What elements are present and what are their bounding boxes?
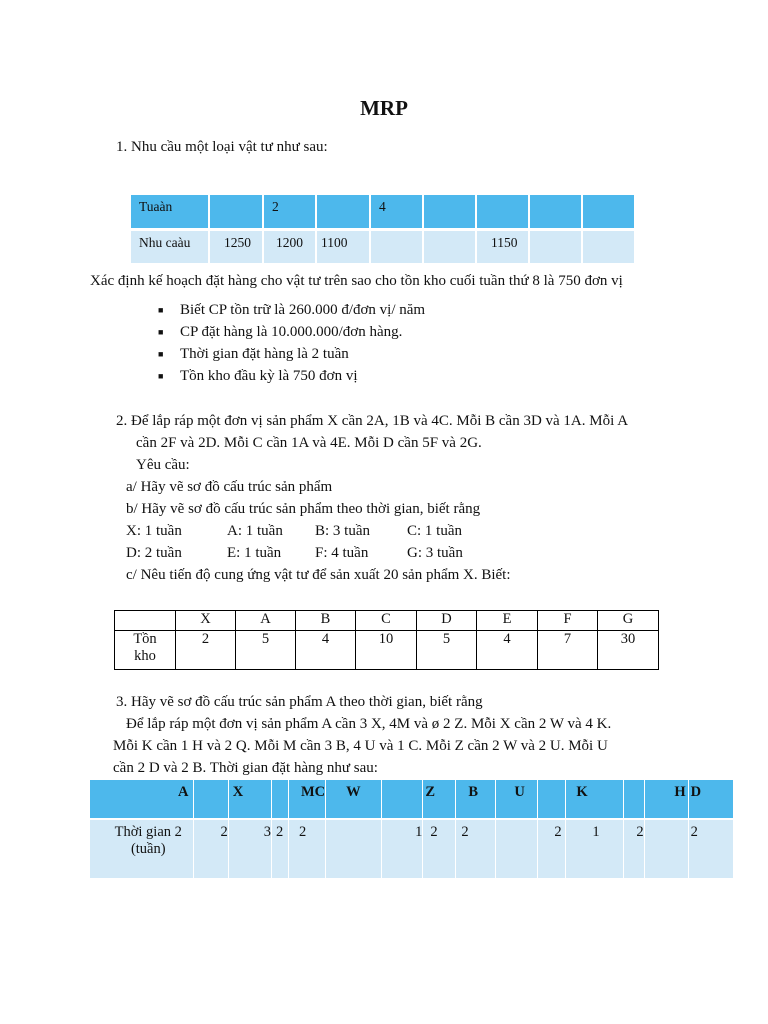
table-cell: [476, 195, 529, 229]
lead-time-item: X: 1 tuần: [126, 523, 182, 539]
table-header-cell: [624, 780, 644, 819]
q1-heading: 1. Nhu cầu một loại vật tư như sau:: [116, 139, 328, 155]
table-cell: 5: [417, 631, 477, 670]
table-header-cell: C: [356, 611, 417, 631]
table-cell: 4: [296, 631, 356, 670]
q3-line3: Mỗi K cần 1 H và 2 Q. Mỗi M cần 3 B, 4 U và 1 C. Mỗi Z cần 2 W và 2 U. Mỗi U: [113, 738, 608, 754]
table-header-cell: [382, 780, 423, 819]
table-cell: 4: [370, 195, 423, 229]
table-cell: [326, 819, 382, 878]
table-header-cell: [538, 780, 566, 819]
row-label-line: Tồn: [133, 631, 157, 647]
bullet-icon: ■: [158, 371, 164, 381]
row-label-line: Thời gian 2: [114, 824, 182, 840]
list-item-text: CP đặt hàng là 10.000.000/đơn hàng.: [180, 324, 403, 340]
table-cell: 5: [236, 631, 296, 670]
table-cell: Tuaàn: [131, 195, 209, 229]
table-cell: [316, 195, 370, 229]
lead-time-table-data-row: [90, 819, 733, 878]
table-cell: 2: [263, 195, 316, 229]
table-cell: [423, 229, 476, 263]
table-cell: [423, 195, 476, 229]
demand-table: [131, 195, 636, 263]
table-cell: 2: [624, 819, 644, 878]
table-cell: 1200: [263, 229, 316, 263]
table-cell: 1: [566, 819, 624, 878]
table-header-cell: [115, 611, 176, 631]
q2-line1: 2. Để lắp ráp một đơn vị sản phẩm X cần 2A, 1B và 4C. Mỗi B cần 3D và 1A. Mỗi A: [116, 413, 629, 429]
q2-requirement: Yêu cầu:: [136, 457, 190, 473]
q1-task: Xác định kế hoạch đặt hàng cho vật tư trên sao cho tồn kho cuối tuần thứ 8 là 750 đơn vị: [90, 273, 623, 289]
list-item: [158, 324, 403, 341]
list-item-text: Thời gian đặt hàng là 2 tuần: [180, 346, 349, 362]
lead-time-item: A: 1 tuần: [227, 523, 283, 539]
table-cell: 1: [382, 819, 423, 878]
row-label-line: kho: [134, 648, 156, 664]
table-cell: 2: [456, 819, 496, 878]
row-label-line: (tuần): [130, 841, 166, 857]
demand-table-data-row: [131, 229, 635, 263]
table-header-cell: H: [644, 780, 688, 819]
table-cell: [370, 229, 423, 263]
table-header-cell: A: [236, 611, 296, 631]
lead-time-table: [90, 780, 734, 878]
table-cell: [644, 819, 688, 878]
table-cell: 1150: [476, 229, 529, 263]
table-cell: 3: [228, 819, 271, 878]
table-header-cell: K: [566, 780, 624, 819]
lead-time-item: D: 2 tuần: [126, 545, 182, 561]
table-header-cell: G: [598, 611, 659, 631]
row-label-cell: [90, 819, 193, 878]
q2-part-c: c/ Nêu tiến độ cung ứng vật tư để sản xuất 20 sản phẩm X. Biết:: [126, 567, 511, 583]
q2-part-b: b/ Hãy vẽ sơ đồ cấu trúc sản phẩm theo thời gian, biết rằng: [126, 501, 481, 517]
lead-time-item: E: 1 tuần: [227, 545, 282, 561]
demand-table-header-row: [131, 195, 635, 229]
page-title: MRP: [360, 96, 408, 120]
table-cell: [582, 229, 635, 263]
bullet-icon: ■: [158, 327, 164, 337]
lead-time-item: B: 3 tuần: [315, 523, 370, 539]
table-header-cell: X: [176, 611, 236, 631]
q2-line2: cần 2F và 2D. Mỗi C cần 1A và 4E. Mỗi D cần 5F và 2G.: [136, 435, 482, 451]
table-cell: 2: [272, 819, 289, 878]
lead-time-item: F: 4 tuần: [315, 545, 369, 561]
table-header-cell: U: [496, 780, 538, 819]
inventory-table-header-row: [115, 611, 659, 631]
table-cell: 2: [289, 819, 326, 878]
table-header-cell: Z: [423, 780, 456, 819]
table-cell: 4: [477, 631, 538, 670]
table-header-cell: [272, 780, 289, 819]
q3-line1: 3. Hãy vẽ sơ đồ cấu trúc sản phẩm A theo thời gian, biết rằng: [116, 694, 483, 710]
table-cell: 30: [598, 631, 659, 670]
table-cell: 7: [538, 631, 598, 670]
table-cell: 2: [538, 819, 566, 878]
q2-part-a: a/ Hãy vẽ sơ đồ cấu trúc sản phẩm: [126, 479, 333, 495]
table-cell: [582, 195, 635, 229]
table-header-cell: MC: [289, 780, 326, 819]
table-header-cell: D: [688, 780, 733, 819]
table-cell: [209, 195, 263, 229]
table-cell: 10: [356, 631, 417, 670]
row-label-cell: [115, 631, 176, 670]
table-cell: 2: [176, 631, 236, 670]
q3-line2: Để lắp ráp một đơn vị sản phẩm A cần 3 X, 4M và ø 2 Z. Mỗi X cần 2 W và 4 K.: [126, 716, 612, 732]
table-cell: 1100: [316, 229, 370, 263]
table-cell: 2: [423, 819, 456, 878]
table-cell: [529, 195, 582, 229]
lead-time-item: C: 1 tuần: [407, 523, 462, 539]
table-header-cell: W: [326, 780, 382, 819]
bullet-icon: ■: [158, 305, 164, 315]
q3-line4: cần 2 D và 2 B. Thời gian đặt hàng như sau:: [113, 760, 378, 776]
table-header-cell: B: [296, 611, 356, 631]
table-cell: Nhu caàu: [131, 229, 209, 263]
inventory-table-data-row: [115, 631, 659, 670]
table-cell: [496, 819, 538, 878]
table-header-cell: [193, 780, 228, 819]
table-cell: 2: [193, 819, 228, 878]
table-header-cell: D: [417, 611, 477, 631]
bullet-icon: ■: [158, 349, 164, 359]
list-item-text: Biết CP tồn trữ là 260.000 đ/đơn vị/ năm: [180, 302, 426, 318]
lead-time-item: G: 3 tuần: [407, 545, 463, 561]
table-header-cell: X: [228, 780, 271, 819]
table-header-cell: E: [477, 611, 538, 631]
table-cell: [529, 229, 582, 263]
table-header-cell: A: [90, 780, 193, 819]
lead-time-table-header-row: [90, 780, 733, 819]
table-cell: 1250: [209, 229, 263, 263]
inventory-table: [114, 610, 659, 670]
table-cell: 2: [688, 819, 733, 878]
list-item: [158, 368, 358, 385]
list-item: [158, 302, 426, 319]
table-header-cell: B: [456, 780, 496, 819]
list-item-text: Tồn kho đầu kỳ là 750 đơn vị: [180, 368, 358, 384]
table-header-cell: F: [538, 611, 598, 631]
list-item: [158, 346, 349, 363]
